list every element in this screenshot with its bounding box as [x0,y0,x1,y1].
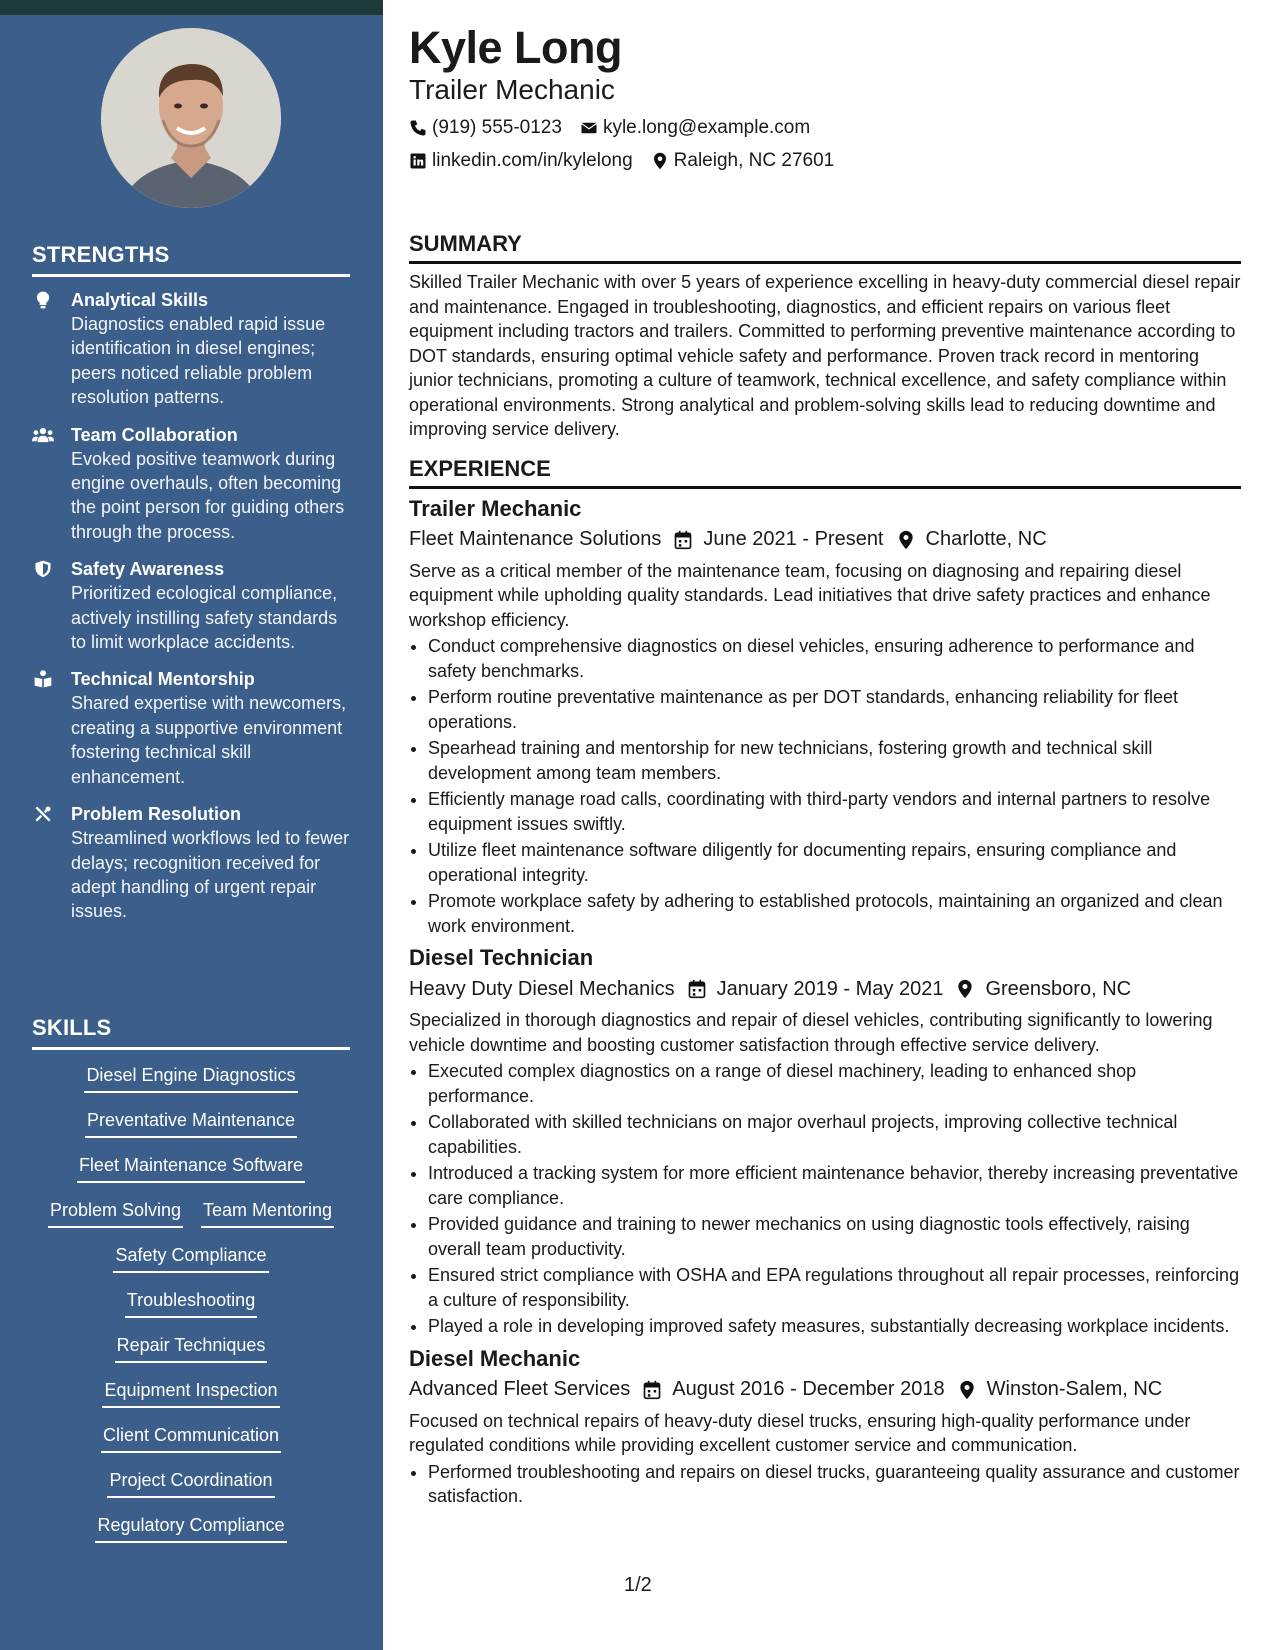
skill-tag: Equipment Inspection [102,1377,279,1408]
strength-desc: Shared expertise with newcomers, creating a supportive environment fostering technical skill enhancement. [71,693,347,787]
skill-tag: Client Communication [101,1422,281,1453]
skill-tag: Preventative Maintenance [85,1107,297,1138]
job-entry [409,495,1241,939]
linkedin-item[interactable] [409,150,633,172]
skill-tag: Team Mentoring [201,1197,334,1228]
strength-desc: Evoked positive teamwork during engine overhauls, often becoming the point person for guiding others through the process. [71,448,345,542]
job-meta [409,1373,1241,1407]
bullet-item: • Executed complex diagnostics on a range of diesel machinery, leading to enhanced shop performance. [428,1059,1241,1108]
strength-title: Technical Mentorship [71,669,255,690]
job-company: Fleet Maintenance Solutions [409,528,662,550]
strength-title: Analytical Skills [71,290,209,310]
calendar-icon [673,530,693,550]
job-title: Diesel Technician [409,945,594,970]
bullet-item: • Provided guidance and training to newer mechanics on using diagnostic tools effectively, raising overall team productivity. [428,1212,1241,1261]
job-dates: January 2019 - May 2021 [716,977,944,1000]
bullet-item: • Ensured strict compliance with OSHA and EPA regulations throughout all repair processes, reinforcing a culture of responsibility. [428,1263,1241,1312]
job-company: Advanced Fleet Services [409,1378,631,1400]
candidate-name: Kyle Long [409,22,623,73]
job-title: Trailer Mechanic [409,495,582,521]
phone-text: (919) 555-0123 [432,117,562,138]
job-description: Specialized in thorough diagnostics and repair of diesel vehicles, contributing significantly to lowering vehicle downtime and boosting customer satisfaction through effective service delivery. [409,1010,1213,1055]
job-bullets [409,634,1241,938]
summary-heading: SUMMARY [409,231,1241,264]
bullet-item: • Utilize fleet maintenance software diligently for documenting repairs, ensuring compliance and operational integrity. [428,838,1241,887]
job-meta [409,972,1241,1006]
job-location: Charlotte, NC [925,528,1047,550]
strengths-heading: STRENGTHS [32,242,350,277]
summary-text: Skilled Trailer Mechanic with over 5 years of experience excelling in heavy-duty commercial diesel repair and maintenance. Engaged in troubleshooting, diagnostics, and efficient repairs on various fleet equipment including tractors and trailers. Committed to performing preventive maintenance according to DOT standards, ensuring optimal vehicle safety and performance. Proven track record in mentoring junior technicians, promoting a culture of teamwork, technical excellence, and safety compliance within operational environments. Strong analytical and problem-solving skills lead to reducing downtime and improving service delivery. [409,272,1241,439]
bullet-item: • Efficiently manage road calls, coordinating with third-party vendors and internal partners to resolve equipment issues swiftly. [428,787,1241,836]
skill-tag: Repair Techniques [115,1332,268,1363]
main-content [409,20,1241,1511]
map-marker-icon [957,1380,977,1400]
bullet-item: • Perform routine preventative maintenance as per DOT standards, enhancing reliability for fleet operations. [428,685,1241,734]
bullet-item: • Introduced a tracking system for more efficient maintenance behavior, thereby increasing preventative care compliance. [428,1161,1241,1210]
strength-item [32,423,352,545]
bullet-item: • Spearhead training and mentorship for new technicians, fostering growth and technical skill development among team members. [428,736,1241,785]
email-text: kyle.long@example.com [602,117,811,138]
job-title: Diesel Mechanic [409,1345,581,1371]
users-icon [32,425,56,445]
skill-tag: Troubleshooting [125,1287,257,1318]
skill-tag: Regulatory Compliance [95,1512,286,1543]
skills-list [32,1062,350,1557]
book-reader-icon [32,669,56,689]
skill-tag: Safety Compliance [113,1242,268,1273]
experience-heading: EXPERIENCE [409,456,1241,489]
linkedin-text: linkedin.com/in/kylelong [432,150,633,171]
bullet-item: • Conduct comprehensive diagnostics on diesel vehicles, ensuring adherence to performance and safety benchmarks. [428,634,1241,683]
linkedin-icon [409,152,427,170]
job-dates: June 2021 - Present [703,528,884,550]
strength-desc: Prioritized ecological compliance, actively instilling safety standards to limit workplace accidents. [71,583,338,653]
strength-desc: Streamlined workflows led to fewer delays; recognition received for adept handling of urgent repair issues. [71,828,350,922]
job-description: Focused on technical repairs of heavy-duty diesel trucks, ensuring high-quality performance under regulated conditions while providing excellent customer service and communication. [409,1410,1191,1455]
sidebar [0,0,383,1650]
bullet-item: • Promote workplace safety by adhering to established protocols, maintaining an organized and clean work environment. [428,889,1241,938]
job-location: Greensboro, NC [985,977,1132,1000]
contact-row [409,145,1241,177]
location-item [651,150,835,172]
phone-icon [409,119,427,137]
contact-row [409,112,1241,144]
job-location: Winston-Salem, NC [986,1378,1163,1400]
bullet-item: • Performed troubleshooting and repairs on diesel trucks, guaranteeing quality assurance and customer satisfaction. [428,1460,1241,1509]
strength-item [32,288,352,410]
strengths-list [32,288,352,937]
candidate-title: Trailer Mechanic [409,74,615,105]
skill-tag: Problem Solving [48,1197,183,1228]
lightbulb-icon [32,290,56,310]
job-entry [409,1345,1241,1509]
calendar-icon [642,1380,662,1400]
strength-desc: Diagnostics enabled rapid issue identification in diesel engines; peers noticed reliable problem resolution patterns. [71,314,326,408]
bullet-item: • Played a role in developing improved safety measures, substantially decreasing workplace incidents. [428,1314,1241,1339]
page-number: 1/2 [624,1574,652,1596]
strength-item [32,802,352,924]
skills-heading: SKILLS [32,1015,350,1050]
tools-icon [32,804,56,824]
sidebar-top-bar [0,0,383,15]
envelope-icon [580,119,598,137]
job-description: Serve as a critical member of the maintenance team, focusing on diagnosing and repairing diesel equipment while upholding quality standards. Lead initiatives that drive safety practices and enhance workshop efficiency. [409,560,1211,630]
job-dates: August 2016 - December 2018 [672,1378,945,1400]
skill-tag: Project Coordination [107,1467,274,1498]
job-entry [409,944,1241,1339]
strength-title: Team Collaboration [71,424,238,445]
job-meta [409,523,1241,557]
strength-title: Problem Resolution [71,804,242,825]
shield-icon [32,559,56,579]
strength-item [32,557,352,654]
job-company: Heavy Duty Diesel Mechanics [409,977,675,1000]
avatar [101,28,281,208]
email-item[interactable] [580,117,810,139]
map-marker-icon [896,530,916,550]
calendar-icon [687,979,707,999]
bullet-item: • Collaborated with skilled technicians on major overhaul projects, improving collective technical capabilities. [428,1110,1241,1159]
map-marker-icon [955,979,975,999]
job-bullets [409,1460,1241,1509]
strength-item [32,667,352,789]
map-marker-icon [651,152,669,170]
phone-item[interactable] [409,117,562,139]
skill-tag: Fleet Maintenance Software [77,1152,305,1183]
job-bullets [409,1059,1241,1339]
strength-title: Safety Awareness [71,559,225,580]
skill-tag: Diesel Engine Diagnostics [84,1062,297,1093]
location-text: Raleigh, NC 27601 [673,150,835,171]
